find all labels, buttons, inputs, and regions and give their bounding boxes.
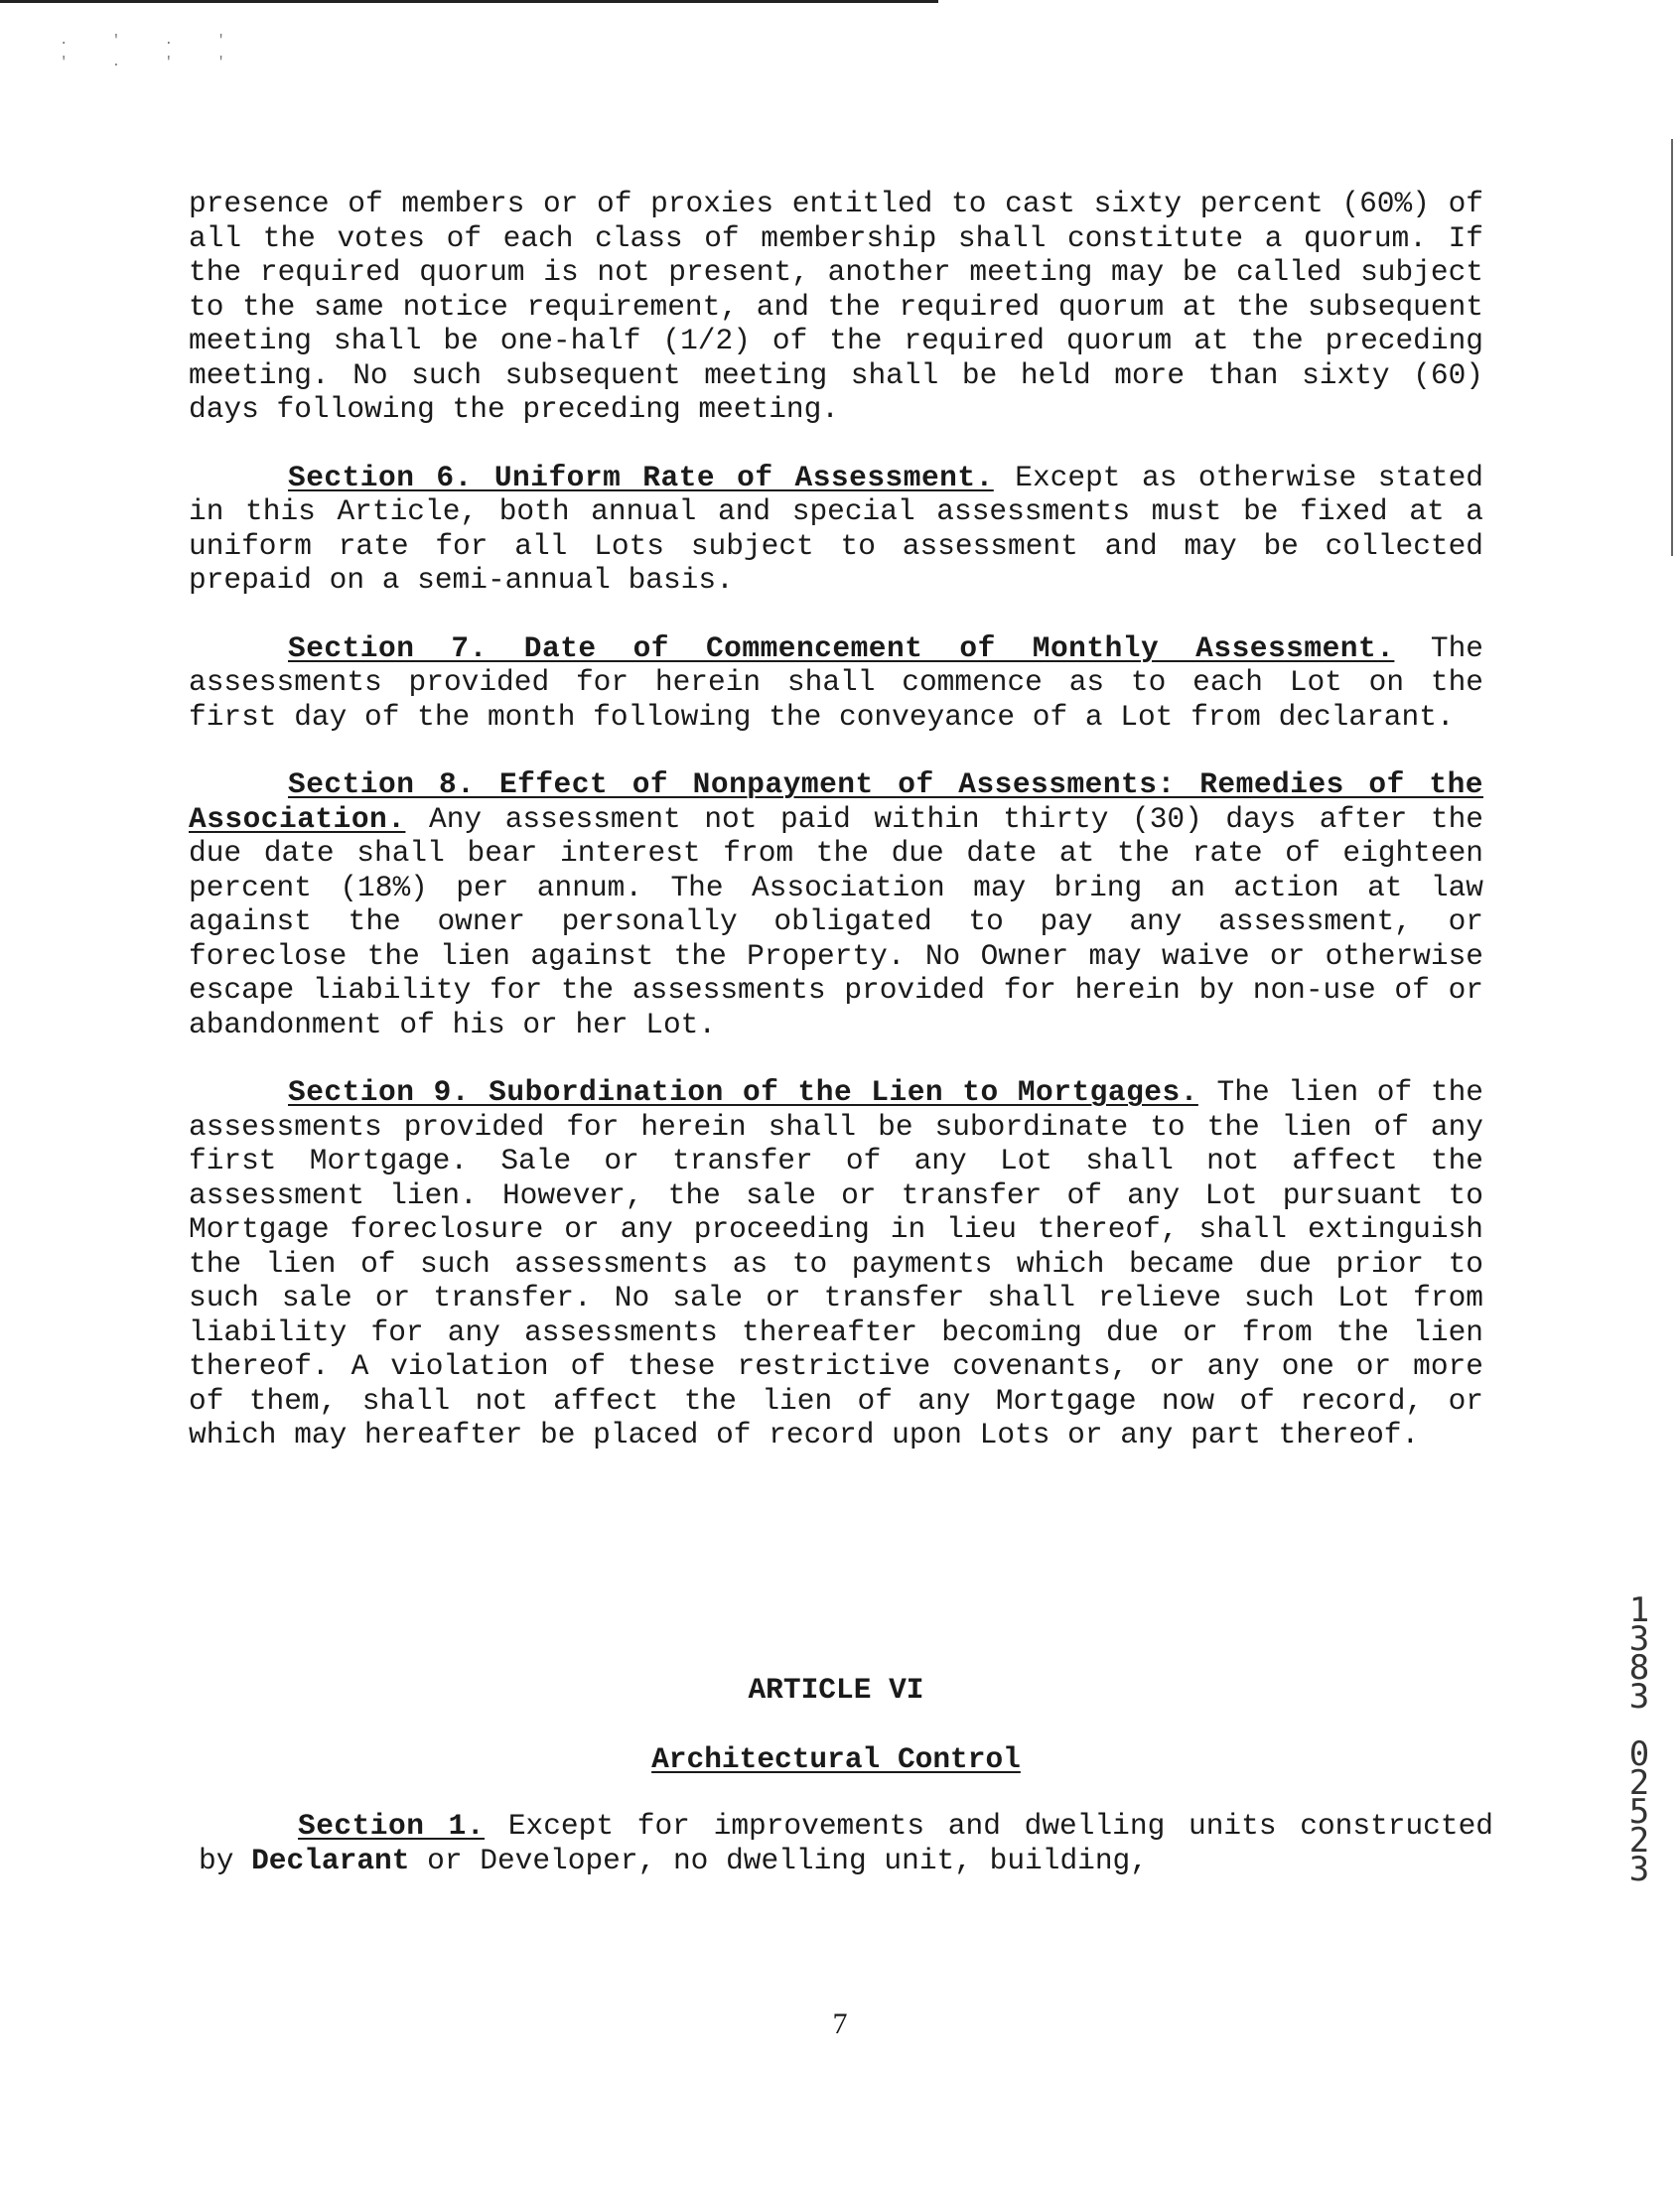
section-8 [189,767,1483,1041]
article-section-1-heading: Section 1. [298,1809,486,1843]
section-9-heading: Section 9. Subordination of the Lien to Mortgages. [288,1075,1198,1109]
article-section-1 [199,1809,1493,1877]
declarant-term: Declarant [251,1843,410,1877]
section-7-heading: Section 7. Date of Commencement of Monthly Assessment. [288,630,1395,665]
recording-stamp-number: 1 3 8 3 0 2 5 2 3 [1628,1590,1650,1889]
section-9 [189,1075,1483,1452]
right-scan-edge [1671,139,1673,556]
section-9-text: The lien of the assessments provided for herein shall be subordinate to the lien of any first Mortgage. Sale or transfer of any Lot shall not affect the assessment lien. However, the sale or transfer of any Lot pursuant to Mortgage foreclosure or any proceeding in lieu thereof, shall extinguish the lien of such assessments as to payments which became due prior to such sale or transfer. No sale or transfer shall relieve such Lot from liability for any assessments thereafter becoming due or from the lien thereof. A violation of these restrictive covenants, or any one or more of them, shall not affect the lien of any Mortgage now of record, or which may hereafter be placed of record upon Lots or any part thereof. [189,1075,1483,1451]
top-scan-rule [0,0,938,3]
document-body [189,187,1483,1486]
article-title: Architectural Control [651,1742,1021,1776]
quorum-paragraph: presence of members or of proxies entitled to cast sixty percent (60%) of all the votes of each class of membership shall constitute a quorum. If the required quorum is not present, another meeting may be called subject to the same notice requirement, and the required quorum at the subsequent meeting shall be one-half (1/2) of the required quorum at the preceding meeting. No such subsequent meeting shall be held more than sixty (60) days following the preceding meeting. [189,187,1483,426]
section-6 [189,461,1483,598]
section-7-text: The assessments provided for herein shall commence as to each Lot on the first day of the month following the conveyance of a Lot from declarant. [189,630,1483,734]
section-8-text: Any assessment not paid within thirty (30) days after the due date shall bear interest from the due date at the rate of eighteen percent (18%) per annum. The Association may bring an action at law against the owner personally obligated to pay any assessment, or foreclose the lien against the Property. No Owner may waive or otherwise escape liability for the assessments provided for herein by non-use of or abandonment of his or her Lot. [189,801,1483,1041]
section-7 [189,631,1483,735]
scan-specks: . ' . ' ' . ' ' [60,33,243,70]
article-section-1-text-before: Except for improvements and dwelling units constructed by [199,1809,1493,1877]
article-section-1-text-after: or Developer, no dwelling unit, building, [409,1843,1148,1877]
section-6-text: Except as otherwise stated in this Article, both annual and special assessments must be fixed at a uniform rate for all Lots subject to assessment and may be collected prepaid on a semi-annual basis. [189,460,1483,597]
page-number: 7 [832,2007,848,2040]
article-number: ARTICLE VI [748,1673,924,1707]
section-6-heading: Section 6. Uniform Rate of Assessment. [288,460,994,494]
section-8-heading: Section 8. Effect of Nonpayment of Assessments: Remedies of the Association. [189,767,1483,836]
